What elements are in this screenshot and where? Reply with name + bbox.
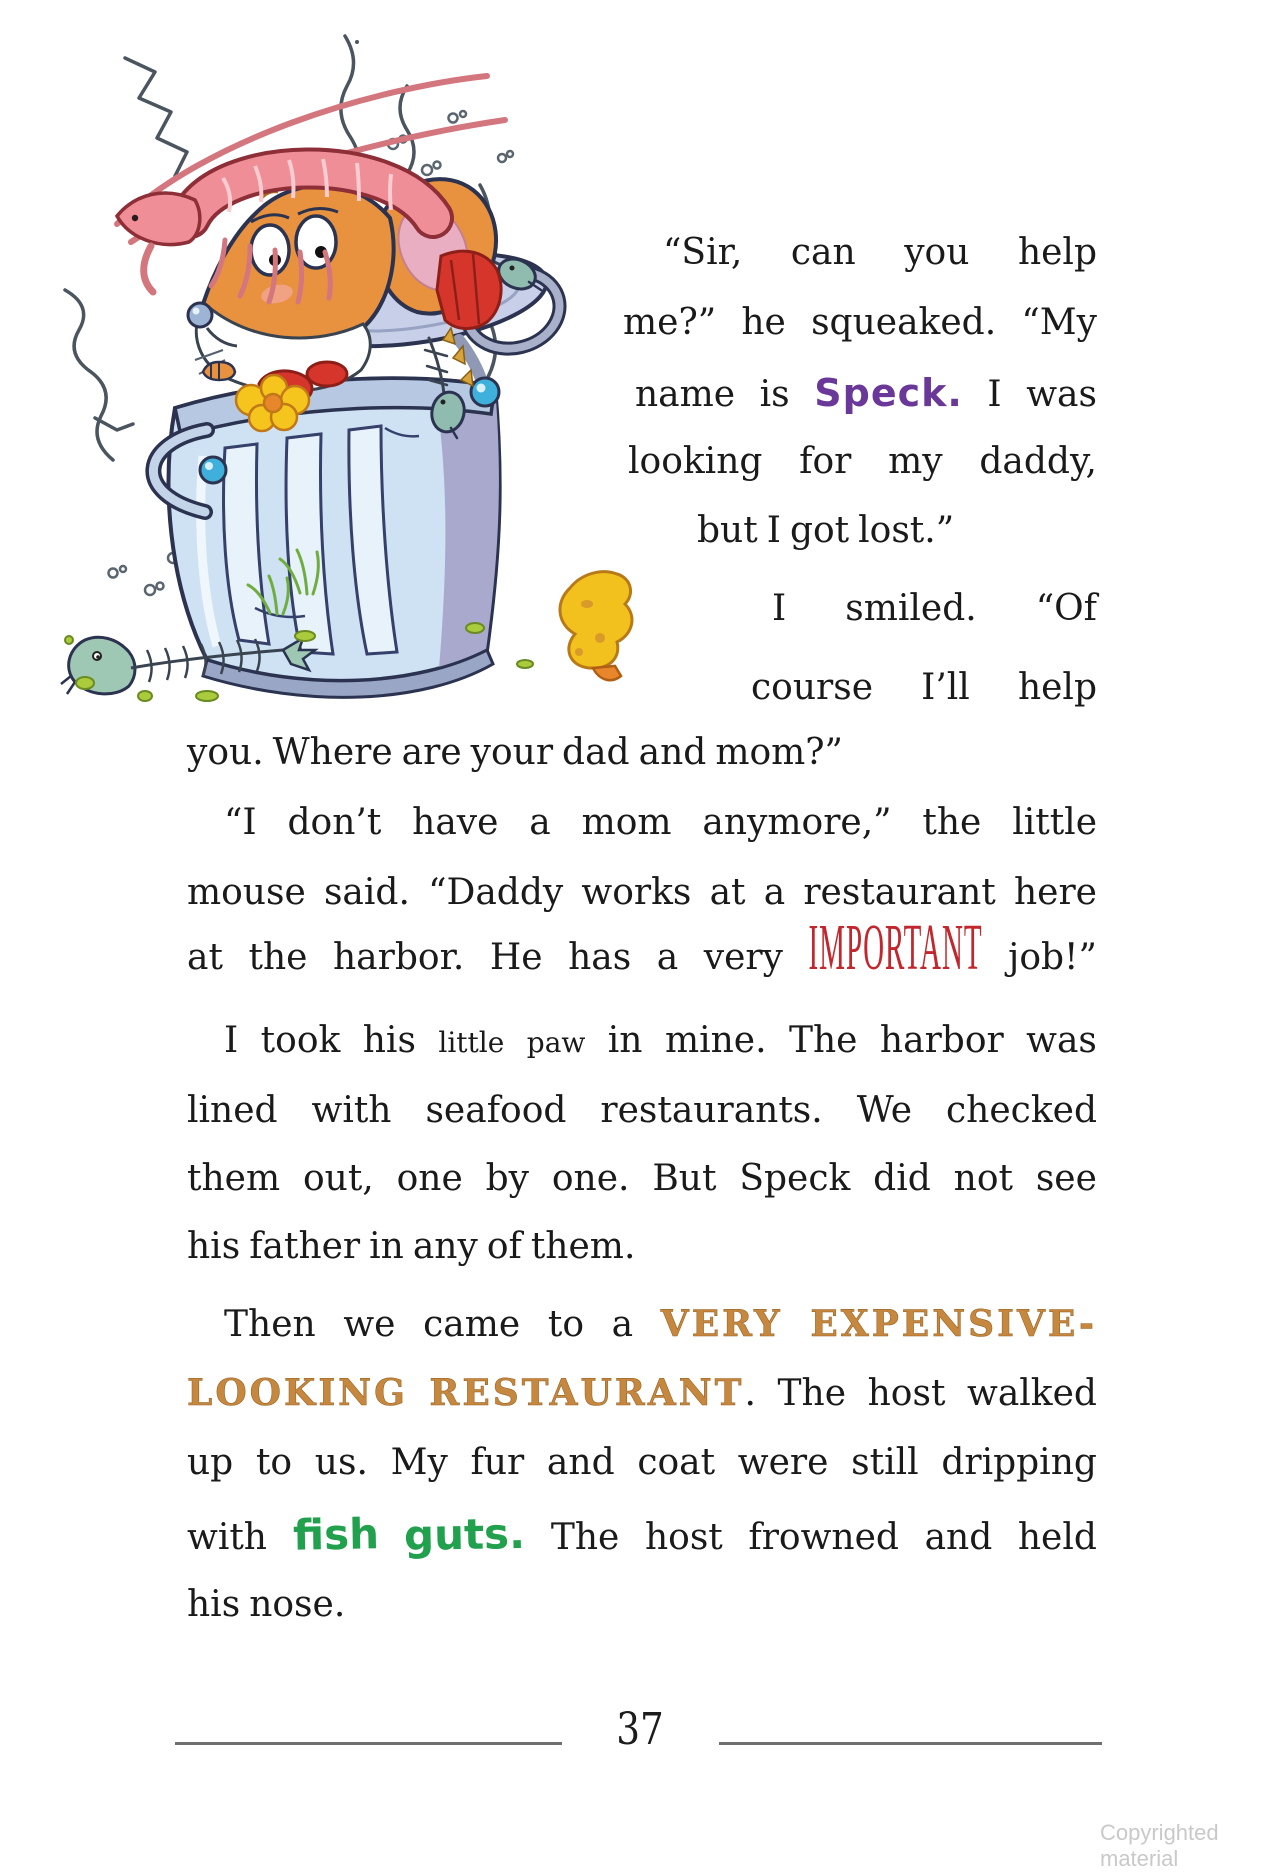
text-line-10: mouse said. “Daddy works at a restaurant here xyxy=(187,872,1097,913)
text-line-9: “I don’t have a mom anymore,” the little xyxy=(224,802,1097,843)
text-line-4: looking for my daddy, xyxy=(628,441,1097,482)
mouse-eye-left xyxy=(251,225,289,275)
lobster-head xyxy=(117,193,200,244)
footer-rule-left xyxy=(175,1742,562,1745)
text-line-16: Then we came to a VERY EXPENSIVE- xyxy=(224,1303,1097,1345)
page-number: 37 xyxy=(616,1704,664,1755)
text-line-6: I smiled. “Of xyxy=(772,588,1097,629)
watermark: Copyrighted material xyxy=(1100,1820,1219,1871)
text-line-14: them out, one by one. But Speck did not see xyxy=(187,1158,1097,1199)
text-line-17: LOOKING RESTAURANT. The host walked xyxy=(187,1372,1097,1414)
text-line-18: up to us. My fur and coat were still dripping xyxy=(187,1442,1097,1483)
footer-rule-right xyxy=(719,1742,1102,1745)
text-line-7: course I’ll help xyxy=(751,667,1097,708)
mouse-nose xyxy=(188,303,212,327)
rubber-chicken xyxy=(560,572,632,680)
text-line-13: lined with seafood restaurants. We checked xyxy=(187,1090,1097,1131)
illustration-mouse-in-trash-can xyxy=(55,28,655,708)
lobster-tail-fan xyxy=(437,251,501,328)
text-line-1: “Sir, can you help xyxy=(663,232,1097,273)
text-line-2: me?” he squeaked. “My xyxy=(623,302,1097,343)
text-line-19: with fish guts. The host frowned and held xyxy=(187,1508,1097,1561)
text-line-12: I took his little paw in mine. The harbor was xyxy=(224,1020,1097,1061)
text-line-11: at the harbor. He has a very IMPORTANT job!” xyxy=(187,912,1097,985)
text-line-8: you. Where are your dad and mom?” xyxy=(187,732,843,773)
text-line-15: his father in any of them. xyxy=(187,1226,636,1267)
text-line-3: name is Speck. I was xyxy=(635,371,1097,415)
text-line-20: his nose. xyxy=(187,1584,346,1625)
text-line-5: but I got lost.” xyxy=(697,510,955,551)
